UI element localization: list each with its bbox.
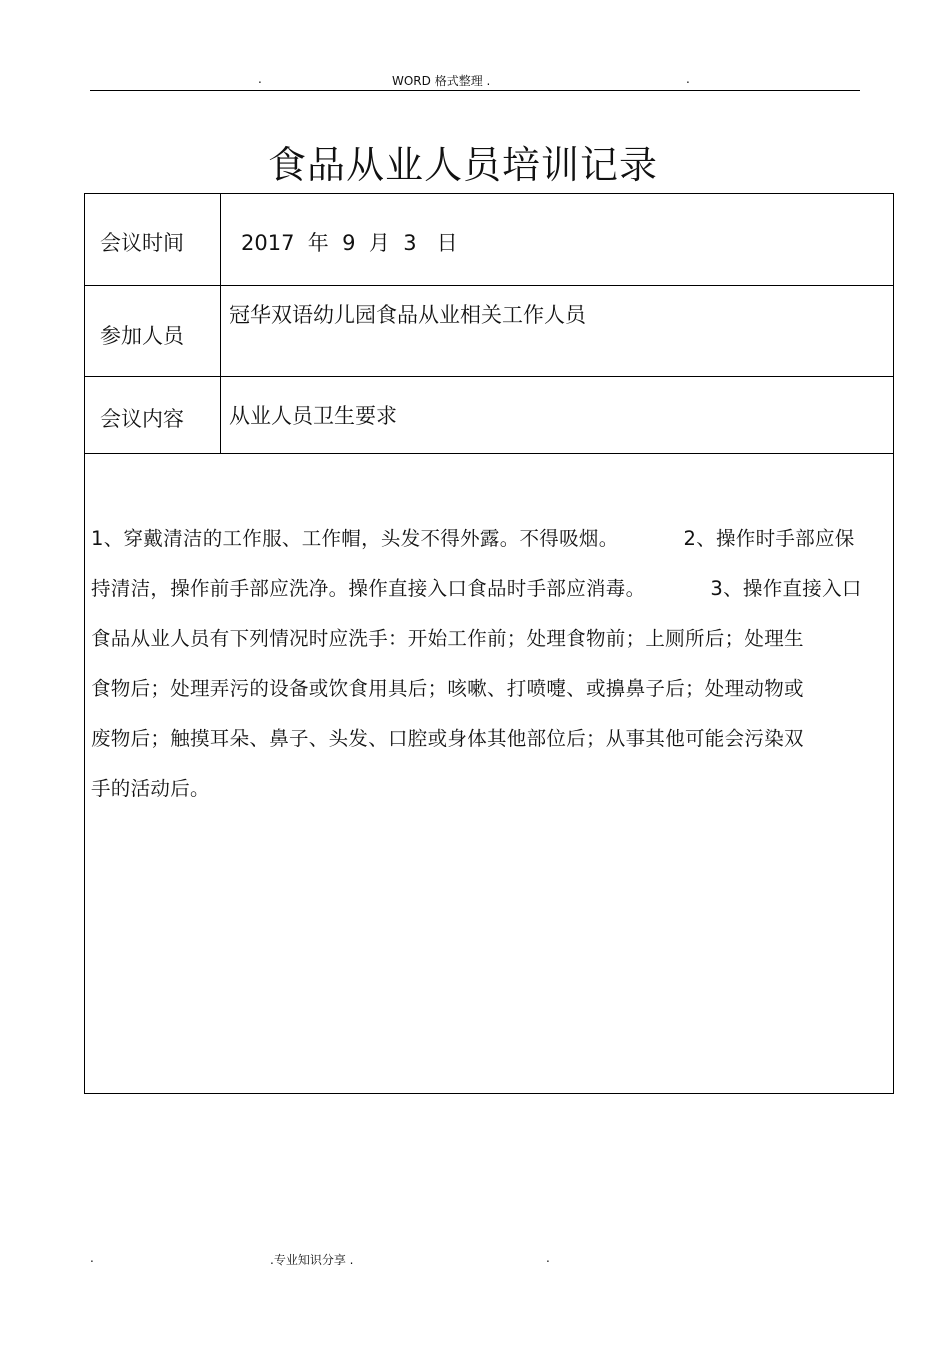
- header-dot-left: .: [258, 72, 262, 86]
- content-body: [91, 514, 889, 814]
- table-cell-value: [221, 377, 893, 453]
- page-footer: [90, 1251, 790, 1269]
- table-row-attendees: [85, 286, 893, 377]
- content-line: 食物后；处理弄污的设备或饮食用具后；咳嗽、打喷嚏、或擤鼻子后；处理动物或: [91, 677, 804, 700]
- table-cell-label: [85, 194, 221, 285]
- document-title: 食品从业人员培训记录: [267, 143, 658, 187]
- content-line: 手的活动后。: [91, 777, 210, 800]
- header-dot-right: .: [686, 72, 690, 86]
- page-header: [90, 68, 860, 91]
- meeting-content-label: 会议内容: [100, 407, 184, 431]
- meeting-content-value: 从业人员卫生要求: [229, 404, 397, 428]
- table-cell-value: [221, 286, 893, 376]
- table-cell-value: [221, 194, 893, 285]
- footer-text: .专业知识分享 .: [270, 1253, 354, 1267]
- footer-dot-right: .: [546, 1251, 550, 1265]
- content-line: 持清洁，操作前手部应洗净。操作直接入口食品时手部应消毒。 3、操作直接入口: [91, 577, 862, 600]
- attendees-label: 参加人员: [100, 324, 184, 348]
- content-line: 废物后；触摸耳朵、鼻子、头发、口腔或身体其他部位后；从事其他可能会污染双: [91, 727, 804, 750]
- table-row-meeting-time: [85, 194, 893, 286]
- table-cell-label: [85, 286, 221, 376]
- table-cell-label: [85, 377, 221, 453]
- training-record-table: [84, 193, 894, 1094]
- attendees-value: 冠华双语幼儿园食品从业相关工作人员: [229, 303, 586, 327]
- content-line: 食品从业人员有下列情况时应洗手：开始工作前；处理食物前；上厕所后；处理生: [91, 627, 804, 650]
- meeting-time-value: 2017 年 9 月 3 日: [241, 231, 458, 255]
- header-text: WORD 格式整理 .: [392, 74, 491, 88]
- meeting-time-label: 会议时间: [100, 231, 184, 255]
- content-line: 1、穿戴清洁的工作服、工作帽，头发不得外露。不得吸烟。 2、操作时手部应保: [91, 527, 855, 550]
- footer-dot-left: .: [90, 1251, 94, 1265]
- table-row-meeting-content: [85, 377, 893, 454]
